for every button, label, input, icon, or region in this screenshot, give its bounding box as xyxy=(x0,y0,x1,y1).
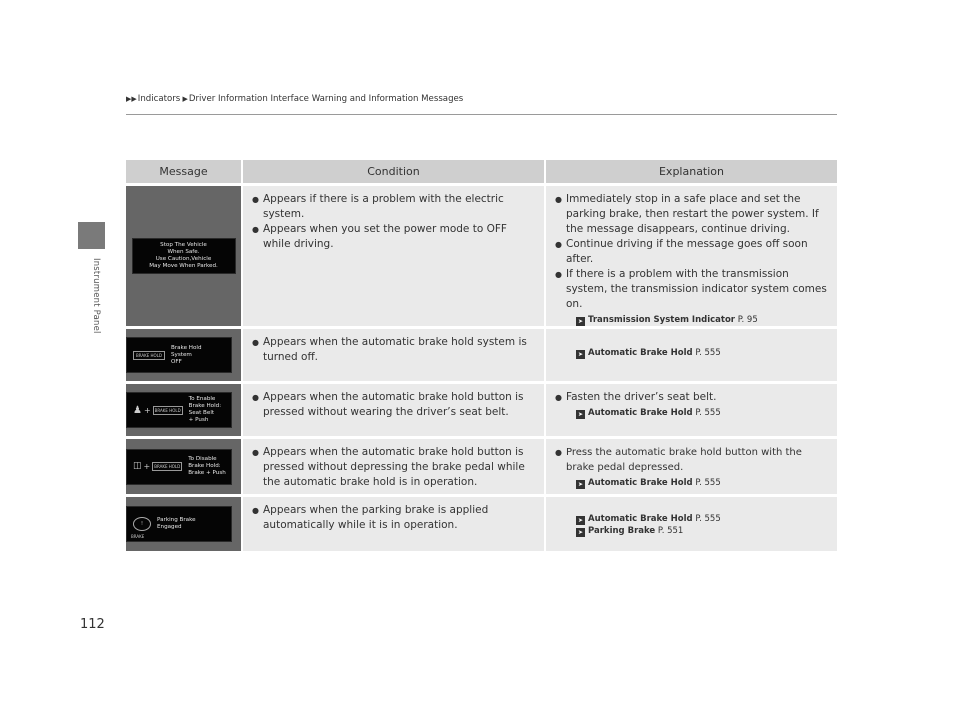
condition-cell xyxy=(241,329,544,381)
condition-cell xyxy=(241,384,544,436)
table-row xyxy=(126,186,837,326)
cross-reference[interactable] xyxy=(554,347,829,359)
header-message: Message xyxy=(126,160,241,183)
screen-line: Brake Hold xyxy=(170,344,202,351)
condition-item: ● Appears when the parking brake is applied automatically while it is in operation. xyxy=(251,503,536,533)
explanation-cell xyxy=(544,497,837,551)
reference-arrow-icon: ➤ xyxy=(577,411,584,418)
message-image-cell xyxy=(126,186,241,326)
screen-line: To Enable xyxy=(188,396,216,402)
screen-line: Engaged xyxy=(157,524,182,530)
triangle-right-icon: ▶▶ xyxy=(126,95,137,103)
screen-line: OFF xyxy=(170,358,182,365)
table-row xyxy=(126,439,837,494)
message-image-cell xyxy=(126,439,241,494)
condition-item: ● Appears when the automatic brake hold system is turned off. xyxy=(251,335,536,365)
seat-belt-icon: ♟ xyxy=(133,404,142,416)
display-screen-image xyxy=(126,449,232,485)
brake-pedal-icon: ◫ xyxy=(133,461,142,471)
explanation-cell xyxy=(544,384,837,436)
condition-item: ● Appears when the automatic brake hold button is pressed without wearing the driver’s seat belt. xyxy=(251,390,536,420)
message-image-cell xyxy=(126,384,241,436)
explanation-item: ● Press the automatic brake hold button with the brake pedal depressed. xyxy=(554,445,829,475)
reference-page: P. 555 xyxy=(695,478,721,488)
screen-line: Use Caution,Vehicle xyxy=(155,256,212,262)
messages-table xyxy=(126,157,837,554)
screen-line: + Push xyxy=(188,417,209,423)
brake-hold-icon: BRAKE HOLD xyxy=(154,464,181,469)
reference-page: P. 95 xyxy=(737,315,758,325)
display-screen-image xyxy=(126,506,232,542)
section-tab-marker xyxy=(78,222,105,249)
display-screen-image xyxy=(126,392,232,428)
cross-reference[interactable] xyxy=(554,513,829,525)
cross-reference[interactable] xyxy=(554,525,829,537)
brake-hold-icon: BRAKE HOLD xyxy=(133,351,165,360)
parking-brake-icon: ! xyxy=(133,517,151,531)
reference-page: P. 555 xyxy=(695,514,721,524)
section-side-label: Instrument Panel xyxy=(91,258,101,334)
condition-cell xyxy=(241,497,544,551)
plus-icon: + xyxy=(143,462,151,471)
screen-line: Seat Belt xyxy=(188,410,215,416)
breadcrumb-part-1[interactable]: Indicators xyxy=(137,94,181,104)
brake-hold-icon: BRAKE HOLD xyxy=(154,407,181,413)
condition-item: ● Appears when you set the power mode to OFF while driving. xyxy=(251,222,536,252)
screen-line: System xyxy=(170,351,192,358)
cross-reference[interactable] xyxy=(554,477,829,489)
explanation-item: ● Fasten the driver’s seat belt. xyxy=(554,390,829,405)
screen-line: May Move When Parked. xyxy=(149,263,218,269)
condition-cell xyxy=(241,186,544,326)
explanation-item: ● Continue driving if the message goes off soon after. xyxy=(554,237,829,267)
display-screen-image xyxy=(132,238,236,274)
reference-title: Automatic Brake Hold xyxy=(588,408,693,418)
page-number: 112 xyxy=(80,617,105,632)
table-header-row xyxy=(126,160,837,183)
reference-arrow-icon: ➤ xyxy=(577,318,584,325)
table-row xyxy=(126,329,837,381)
plus-icon: + xyxy=(143,405,151,415)
explanation-cell xyxy=(544,439,837,494)
brake-label: BRAKE xyxy=(131,534,145,539)
condition-item: ● Appears when the automatic brake hold button is pressed without depressing the brake pedal while the automatic brake hold is in operation. xyxy=(251,445,536,490)
breadcrumb xyxy=(126,94,463,104)
reference-arrow-icon: ➤ xyxy=(577,481,584,488)
explanation-item: ● Immediately stop in a safe place and set the parking brake, then restart the power system. If the message disappears, continue driving. xyxy=(554,192,829,237)
screen-line: Stop The Vehicle xyxy=(160,242,207,248)
screen-line: Brake Hold: xyxy=(188,403,222,409)
screen-line: Parking Brake xyxy=(157,517,196,523)
cross-reference[interactable] xyxy=(554,407,829,419)
condition-item: ● Appears if there is a problem with the electric system. xyxy=(251,192,536,222)
header-condition: Condition xyxy=(241,160,544,183)
message-image-cell xyxy=(126,329,241,381)
screen-line: When Safe. xyxy=(167,249,200,255)
reference-title: Parking Brake xyxy=(588,526,656,536)
reference-title: Automatic Brake Hold xyxy=(588,348,693,358)
display-screen-image xyxy=(126,337,232,373)
screen-line: To Disable xyxy=(188,456,217,462)
screen-line: Brake Hold: xyxy=(188,463,221,469)
breadcrumb-part-2[interactable]: Driver Information Interface Warning and Information Messages xyxy=(188,94,464,104)
cross-reference[interactable] xyxy=(554,314,829,326)
reference-title: Transmission System Indicator xyxy=(588,315,736,325)
condition-cell xyxy=(241,439,544,494)
screen-line: Brake + Push xyxy=(188,470,226,476)
table-row xyxy=(126,497,837,551)
reference-title: Automatic Brake Hold xyxy=(588,478,693,488)
reference-title: Automatic Brake Hold xyxy=(588,514,693,524)
explanation-item: ● If there is a problem with the transmission system, the transmission indicator system comes on. xyxy=(554,267,829,312)
message-image-cell xyxy=(126,497,241,551)
header-rule xyxy=(126,114,837,115)
triangle-right-icon: ▶ xyxy=(180,95,188,103)
reference-page: P. 555 xyxy=(695,348,721,358)
header-explanation: Explanation xyxy=(544,160,837,183)
reference-page: P. 555 xyxy=(695,408,721,418)
table-row xyxy=(126,384,837,436)
reference-arrow-icon: ➤ xyxy=(577,529,584,536)
reference-arrow-icon: ➤ xyxy=(577,517,584,524)
reference-page: P. 551 xyxy=(657,526,684,536)
explanation-cell xyxy=(544,186,837,326)
reference-arrow-icon: ➤ xyxy=(577,351,584,358)
explanation-cell xyxy=(544,329,837,381)
